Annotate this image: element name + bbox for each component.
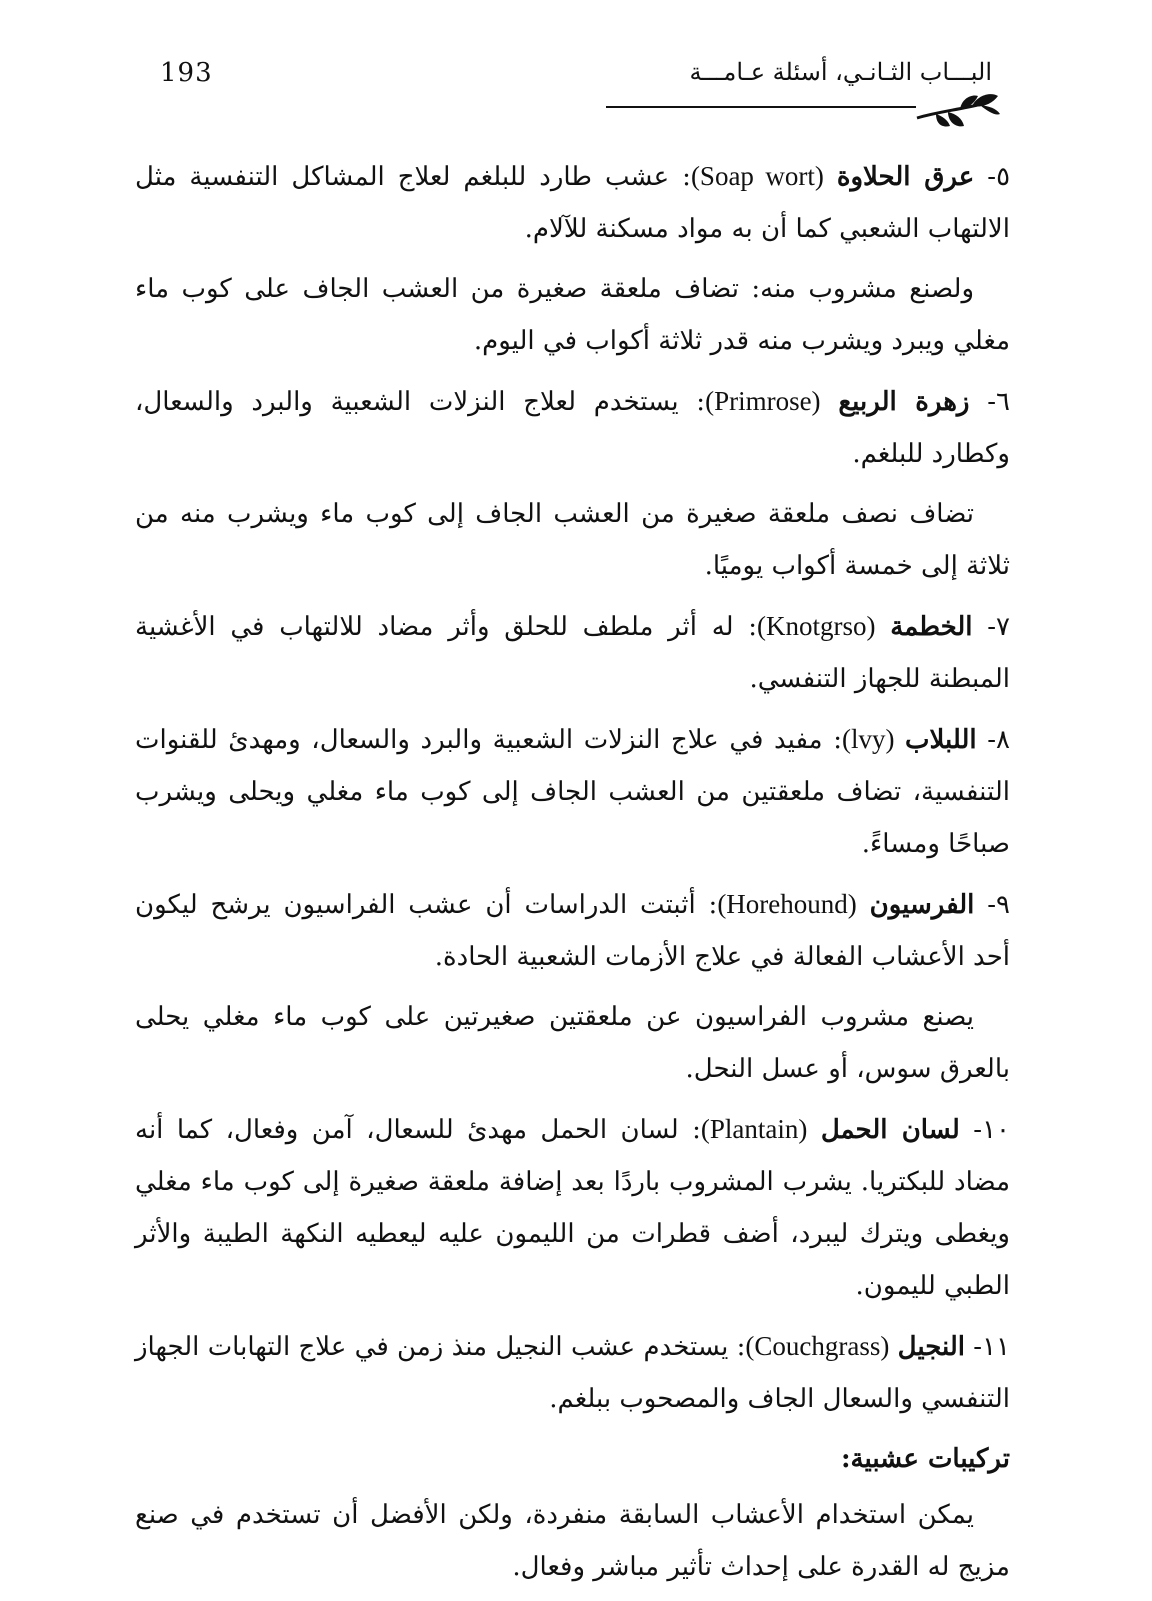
entry-number: ٩- — [987, 890, 1011, 920]
section-heading: تركيبات عشبية: — [840, 1444, 1010, 1474]
entry-number: ٨- — [987, 725, 1010, 755]
section-paragraph: يمكن استخدام الأعشاب السابقة منفردة، ولكن الأفضل أن تستخدم في صنع مزيج له القدرة على إحداث تأثير مباشر وفعال. — [135, 1500, 1010, 1582]
herb-latin-name: (lvy) — [841, 724, 895, 754]
herb-name: اللبلاب — [905, 725, 977, 755]
running-header: البـــاب الثـانـي، أسئلة عـامـــة — [689, 58, 992, 86]
preparation-paragraph: ولصنع مشروب منه: تضاف ملعقة صغيرة من العشب الجاف على كوب ماء مغلي ويبرد ويشرب منه قدر ثلاثة أكواب في اليوم. — [135, 274, 1010, 356]
leaf-ornament-icon — [912, 90, 1002, 130]
header-rule — [606, 106, 916, 108]
page-body — [135, 150, 1010, 1601]
preparation-paragraph: تضاف نصف ملعقة صغيرة من العشب الجاف إلى كوب ماء ويشرب منه من ثلاثة إلى خمسة أكواب يوميًا. — [135, 499, 1010, 581]
herb-latin-name: (Knotgrso) — [757, 611, 876, 641]
entry-number: ٧- — [987, 612, 1010, 642]
entry-text: : يستخدم لعلاج النزلات الشعبية والبرد والسعال، وكطارد للبلغم. — [135, 387, 1010, 469]
entry-number: ١٠- — [973, 1115, 1011, 1145]
entry-number: ٦- — [987, 387, 1011, 417]
herb-name: الفرسيون — [869, 890, 975, 920]
herb-name: زهرة الربيع — [838, 387, 970, 417]
herb-latin-name: (Plantain) — [700, 1114, 808, 1144]
herb-latin-name: (Primrose) — [705, 386, 821, 416]
herb-latin-name: (Soap wort) — [690, 161, 824, 191]
herb-name: الخطمة — [890, 612, 973, 642]
entry-6 — [135, 375, 1010, 480]
entry-number: ٥- — [987, 162, 1011, 192]
entry-number: ١١- — [973, 1332, 1011, 1362]
entry-text: : له أثر ملطف للحلق وأثر مضاد للالتهاب في الأغشية المبطنة للجهاز التنفسي. — [135, 612, 1010, 694]
herb-name: عرق الحلاوة — [836, 162, 975, 192]
herb-name: النجيل — [897, 1332, 965, 1362]
entry-9 — [135, 878, 1010, 983]
entry-text: : أثبتت الدراسات أن عشب الفراسيون يرشح ليكون أحد الأعشاب الفعالة في علاج الأزمات الشعبية الحادة. — [135, 890, 1010, 972]
entry-10 — [135, 1103, 1010, 1312]
herb-latin-name: (Horehound) — [717, 889, 857, 919]
herb-latin-name: (Couchgrass) — [745, 1331, 890, 1361]
entry-text: : عشب طارد للبلغم لعلاج المشاكل التنفسية مثل الالتهاب الشعبي كما أن به مواد مسكنة للآلام. — [135, 162, 1010, 244]
entry-text: : لسان الحمل مهدئ للسعال، آمن وفعال، كما أنه مضاد للبكتريا. يشرب المشروب باردًا بعد إضافة ملعقة صغيرة إلى كوب ماء مغلي ويغطى ويترك ليبرد، أضف قطرات من الليمون عليه ليعطيه النكهة الطيبة والأثر الطبي لليمون. — [135, 1115, 1010, 1301]
page-number: 193 — [160, 58, 213, 88]
entry-7 — [135, 600, 1010, 705]
entry-text: : يستخدم عشب النجيل منذ زمن في علاج التهابات الجهاز التنفسي والسعال الجاف والمصحوب ببلغم. — [135, 1332, 1010, 1414]
entry-text: : مفيد في علاج النزلات الشعبية والبرد والسعال، ومهدئ للقنوات التنفسية، تضاف ملعقتين من العشب الجاف إلى كوب ماء مغلي ويحلى ويشرب صباحًا ومساءً. — [135, 725, 1010, 859]
entry-5 — [135, 150, 1010, 255]
herb-name: لسان الحمل — [820, 1115, 960, 1145]
entry-8 — [135, 713, 1010, 870]
preparation-paragraph: يصنع مشروب الفراسيون عن ملعقتين صغيرتين على كوب ماء مغلي يحلى بالعرق سوس، أو عسل النحل. — [135, 1002, 1010, 1084]
entry-11 — [135, 1320, 1010, 1425]
